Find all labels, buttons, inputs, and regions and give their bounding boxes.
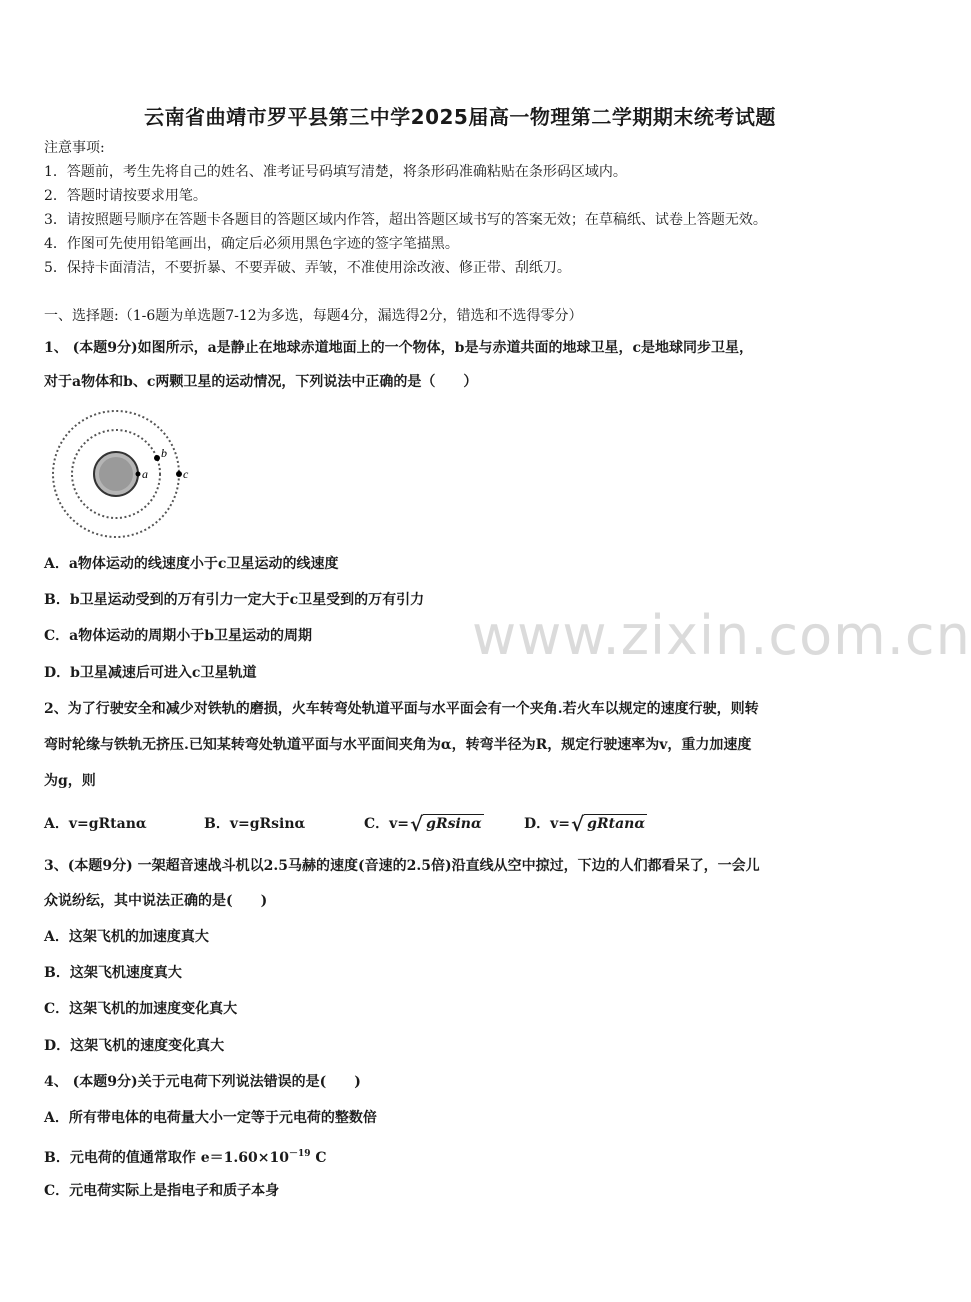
unit: C xyxy=(315,1150,327,1166)
notes-heading: 注意事项: xyxy=(44,140,105,156)
question-3-text: 众说纷纭，其中说法正确的是( ) xyxy=(44,893,268,909)
option-d: D．b卫星减速后可进入c卫星轨道 xyxy=(44,665,257,681)
orbit-label-c: c xyxy=(183,467,189,481)
radical-sign: √ xyxy=(571,812,585,836)
exponent: －19 xyxy=(288,1149,311,1159)
option-d: D．这架飞机的速度变化真大 xyxy=(44,1038,225,1054)
option-d-prefix: D．v= xyxy=(524,816,571,832)
orbit-label-a: a xyxy=(142,467,148,481)
note-item: 1．答题前，考生先将自己的姓名、准考证号码填写清楚，将条形码准确粘贴在条形码区域内。 xyxy=(44,164,627,180)
option-b: B．b卫星运动受到的万有引力一定大于c卫星受到的万有引力 xyxy=(44,592,425,608)
question-3-text: 3、(本题9分) 一架超音速战斗机以2.5马赫的速度(音速的2.5倍)沿直线从空中掠过，下边的人们都看呆了，一会儿 xyxy=(44,858,760,874)
option-b: B．这架飞机速度真大 xyxy=(44,965,182,981)
radicand: gRtanα xyxy=(584,814,647,833)
question-2-text: 弯时轮缘与铁轨无挤压.已知某转弯处轨道平面与水平面间夹角为α，转弯半径为R，规定行驶速率为v，重力加速度 xyxy=(44,737,752,753)
option-c: C．a物体运动的周期小于b卫星运动的周期 xyxy=(44,628,313,644)
option-b-prefix: B．元电荷的值通常取作 xyxy=(44,1150,196,1166)
radicand: gRsinα xyxy=(423,814,484,833)
radical-sign: √ xyxy=(410,812,424,836)
question-4-text: 4、 (本题9分)关于元电荷下列说法错误的是( ) xyxy=(44,1074,361,1090)
option-c: C．这架飞机的加速度变化真大 xyxy=(44,1001,238,1017)
option-b: B．v=gRsinα xyxy=(204,816,306,832)
option-c: C．元电荷实际上是指电子和质子本身 xyxy=(44,1183,280,1199)
section-heading: 一、选择题:（1-6题为单选题7-12为多选，每题4分，漏选得2分，错选和不选得零分） xyxy=(44,308,583,324)
note-item: 5．保持卡面清洁，不要折暴、不要弄破、弄皱，不准使用涂改液、修正带、刮纸刀。 xyxy=(44,260,571,276)
option-c xyxy=(364,814,484,834)
orbit-diagram xyxy=(44,408,196,546)
option-b xyxy=(44,1144,327,1168)
option-a: A．v=gRtanα xyxy=(44,816,147,832)
option-a: A．这架飞机的加速度真大 xyxy=(44,929,209,945)
note-item: 2．答题时请按要求用笔。 xyxy=(44,188,207,204)
question-1-text: 1、 (本题9分)如图所示，a是静止在地球赤道地面上的一个物体，b是与赤道共面的地球卫星，c是地球同步卫星， xyxy=(44,340,753,356)
exam-title: 云南省曲靖市罗平县第三中学2025届高一物理第二学期期末统考试题 xyxy=(144,105,776,129)
option-c-prefix: C．v= xyxy=(364,816,410,832)
elementary-charge-value: e＝1.60×10 xyxy=(200,1150,289,1166)
question-2-text: 为g，则 xyxy=(44,773,96,789)
option-a: A．a物体运动的线速度小于c卫星运动的线速度 xyxy=(44,556,339,572)
option-a: A．所有带电体的电荷量大小一定等于元电荷的整数倍 xyxy=(44,1110,377,1126)
question-2-text: 2、为了行驶安全和减少对铁轨的磨损，火车转弯处轨道平面与水平面会有一个夹角.若火车以规定的速度行驶，则转 xyxy=(44,701,759,717)
question-1-text: 对于a物体和b、c两颗卫星的运动情况，下列说法中正确的是（ ） xyxy=(44,374,478,390)
option-d xyxy=(524,814,647,834)
note-item: 3．请按照题号顺序在答题卡各题目的答题区域内作答，超出答题区域书写的答案无效；在草稿纸、试卷上答题无效。 xyxy=(44,212,767,228)
note-item: 4．作图可先使用铅笔画出，确定后必须用黑色字迹的签字笔描黑。 xyxy=(44,236,459,252)
orbit-label-b: b xyxy=(161,446,167,460)
watermark: www.zixin.com.cn xyxy=(472,604,971,667)
